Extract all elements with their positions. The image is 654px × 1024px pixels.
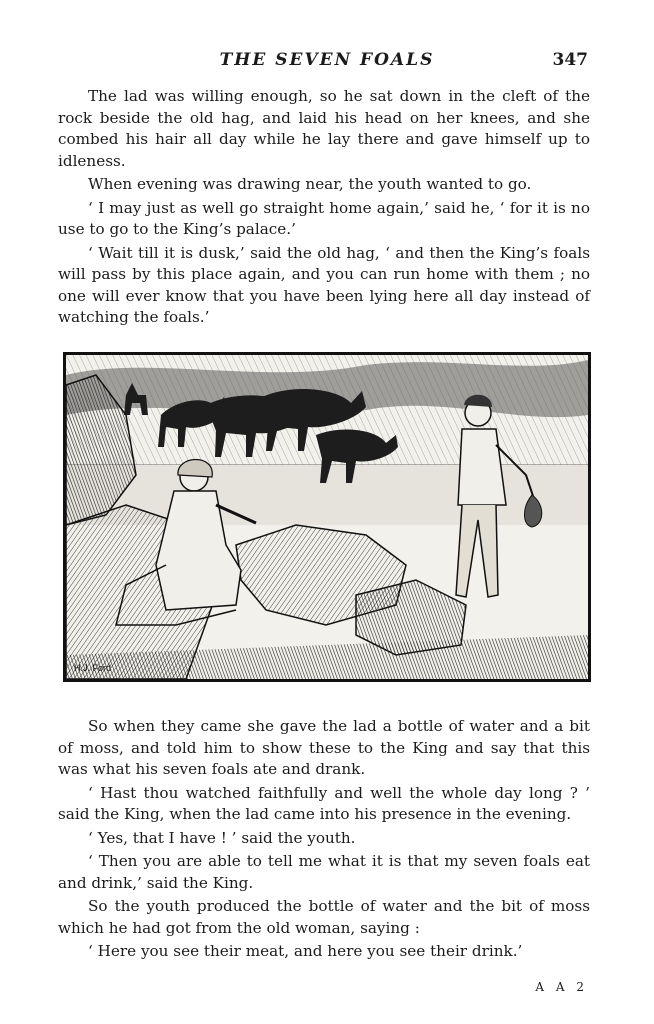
paragraph: So when they came she gave the lad a bottle of water and a bit of moss, and told him to show these to the King and say that this was what his seven foals ate and drank.	[58, 717, 590, 778]
paragraph: When evening was drawing near, the youth wanted to go.	[88, 175, 532, 193]
page-header	[0, 46, 654, 76]
paragraph: ‘ Here you see their meat, and here you see their drink.’	[88, 942, 523, 960]
page-number: 347	[552, 50, 588, 70]
paragraph: ‘ Then you are able to tell me what it is that my seven foals eat and drink,’ said the King.	[58, 852, 590, 892]
paragraph: ‘ Hast thou watched faithfully and well the whole day long ? ’ said the King, when the lad came into his presence in the evening.	[58, 783, 590, 823]
artist-signature: H.J. Ford	[74, 663, 112, 673]
paragraph: ‘ I may just as well go straight home again,’ said he, ‘ for it is no use to go to the King’s palace.’	[58, 198, 590, 238]
illustration	[63, 352, 591, 682]
paragraph: ‘ Wait till it is dusk,’ said the old hag, ‘ and then the King’s foals will pass by this place again, and you can run home with them ; no one will ever know that you have been lying here all day instead of watching the foals.’	[58, 243, 590, 326]
paragraph: The lad was willing enough, so he sat down in the cleft of the rock beside the old hag, and laid his head on her knees, and she combed his hair all day while he lay there and gave himself up to idleness.	[58, 87, 590, 170]
illustration-drawing	[66, 355, 588, 679]
paragraph: ‘ Yes, that I have ! ’ said the youth.	[88, 828, 356, 847]
body-text-top	[58, 86, 590, 331]
body-text-bottom	[58, 716, 590, 965]
signature-mark: A A 2	[535, 980, 588, 994]
running-title: THE SEVEN FOALS	[219, 50, 435, 70]
paragraph: So the youth produced the bottle of water and the bit of moss which he had got from the old woman, saying :	[58, 897, 590, 937]
